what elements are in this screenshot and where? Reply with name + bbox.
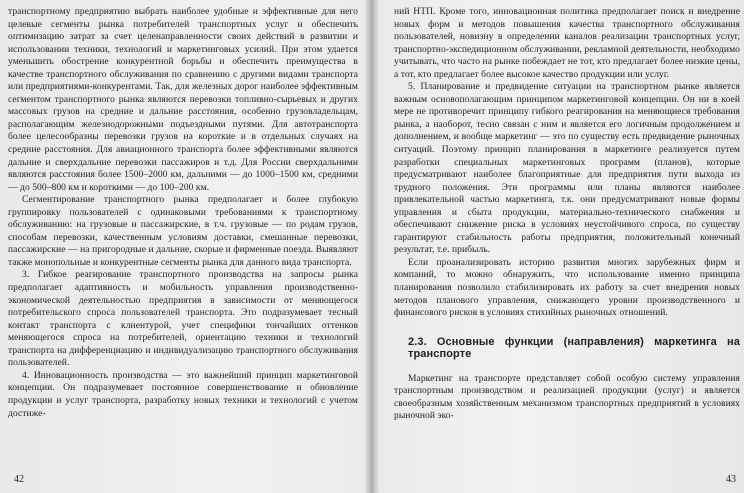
page-number-right: 43 — [726, 474, 736, 485]
paragraph: 5. Планирование и предвидение ситуации на транспортном рынке является важным основополагающим принципом маркетинговой концепции. Он ни в коей мере не противоречит принципу гибкого реагирования на меняющиеся требования рынка, а наоборот, тесно связан с ним и является его логичным продолжением и дополнением, и вообще маркетинг — это по существу есть предвидение рыночных ситуаций. Поэтому принцип планирования в маркетинге реализуется путем разработки специальных маркетинговых программ (планов), которые предусматривают наиболее благоприятные для предприятия пути выхода из трудного положения. Эти программы или планы являются наиболее привлекательной частью маркетинга, т.к. они предусматривают новые формы управления и сбыта продукции, материально-технического снабжения и обеспечивают снижение риска в условиях неустойчивого спроса, по существу гарантируют стабильность работы предприятия, положительный конечный результат, т.е. прибыль. — [394, 81, 740, 256]
right-page — [394, 6, 740, 493]
paragraph: Маркетинг на транспорте представляет собой особую систему управления транспортным производством и реализацией продукции (услуг) и является своеобразным хозяйственным механизмом транспортных предприятий в условиях рыночной эко- — [394, 372, 740, 422]
left-page-text — [8, 6, 358, 420]
section-heading: 2.3. Основные функции (направления) маркетинга на транспорте — [408, 335, 740, 361]
page-number-left: 42 — [14, 474, 24, 485]
paragraph: 4. Инновационность производства — это важнейший принцип маркетинговой концепции. Он подразумевает постоянное совершенствование и обновление продукции и услуг транспорта, разработку новых техники и технологий с учетом достиже- — [8, 369, 358, 419]
paragraph: ний НТП. Кроме того, инновационная политика предполагает поиск и внедрение новых форм и методов повышения качества транспортного обслуживания пользователей, новизну в определении каналов реализации транспортных услуг, транспортно-экспедиционном обслуживании, рекламной деятельности, необходимо учитывать, что часто на рынке побеждает не тот, кто предлагает более низкие цены, а тот, кто предлагает более высокое качество продукции или услуг. — [394, 6, 740, 80]
left-page — [8, 6, 358, 493]
paragraph: Сегментирование транспортного рынка предполагает и более глубокую группировку пользователей с одинаковыми требованиями к транспортному обслуживанию: на грузовые и пассажирские, в т.ч. грузовые — по родам грузов, способам перевозки, качественным условиям доставки, смешанные перевозки, пассажирские — на пригородные и дальние, скорые и фирменные поезда. Выявляют также монопольные и конкурентные сегменты рынка для данного вида транспорта. — [8, 194, 358, 268]
paragraph: 3. Гибкое реагирование транспортного производства на запросы рынка предполагает адаптивность и мобильность управления производственно-экономической деятельностью предприятия в зависимости от меняющегося потребительского спроса пользователей транспорта. Это подразумевает тесный контакт транспорта с клиентурой, учет специфики тончайших оттенков меняющегося спроса на потребителей, ориентацию техники и технологий транспорта на дифференциацию и индивидуализацию транспортного обслуживания пользователей. — [8, 269, 358, 369]
book-gutter — [364, 0, 380, 493]
paragraph: Если проанализировать историю развития многих зарубежных фирм и компаний, то можно обнаружить, что использование именно принципа планирования позволило стабилизировать их работу за счет внедрения новых методов планового управления, снижающего уровни производственного и финансового рисков в условиях стихийных рыночных отношений. — [394, 256, 740, 319]
paragraph: транспортному предприятию выбрать наиболее удобные и эффективные для него целевые сегменты рынка потребителей транспортных услуг и обеспечить оптимизацию затрат за счет целенаправленности своих действий в развитии и использовании техники, технологий и маркетинговых усилий. При этом удается уменьшить обострение конкурентной борьбы и обеспечить преимущества в качестве транспортного обслуживания по сравнению с другими видами транспорта или предприятиями-конкурентами. Так, для железных дорог наиболее эффективным сегментом транспортного рынка являются перевозки топливно-сырьевых и других массовых грузов на средние и дальние расстояния, особенно грузовладельцам, располагающим железнодорожными подъездными путями. Для автотранспорта более целесообразны перевозки грузов на короткие и в отдельных случаях на средние расстояния. Для авиационного транспорта более эффективными являются дальние и сверхдальние перевозки пассажиров и т.д. Для России сверхдальними являются расстояния более 1500–2000 км, дальними — до 1000–1500 км, средними — до 500–800 км и короткими — до 100–200 км. — [8, 6, 358, 193]
right-page-text — [394, 6, 740, 423]
